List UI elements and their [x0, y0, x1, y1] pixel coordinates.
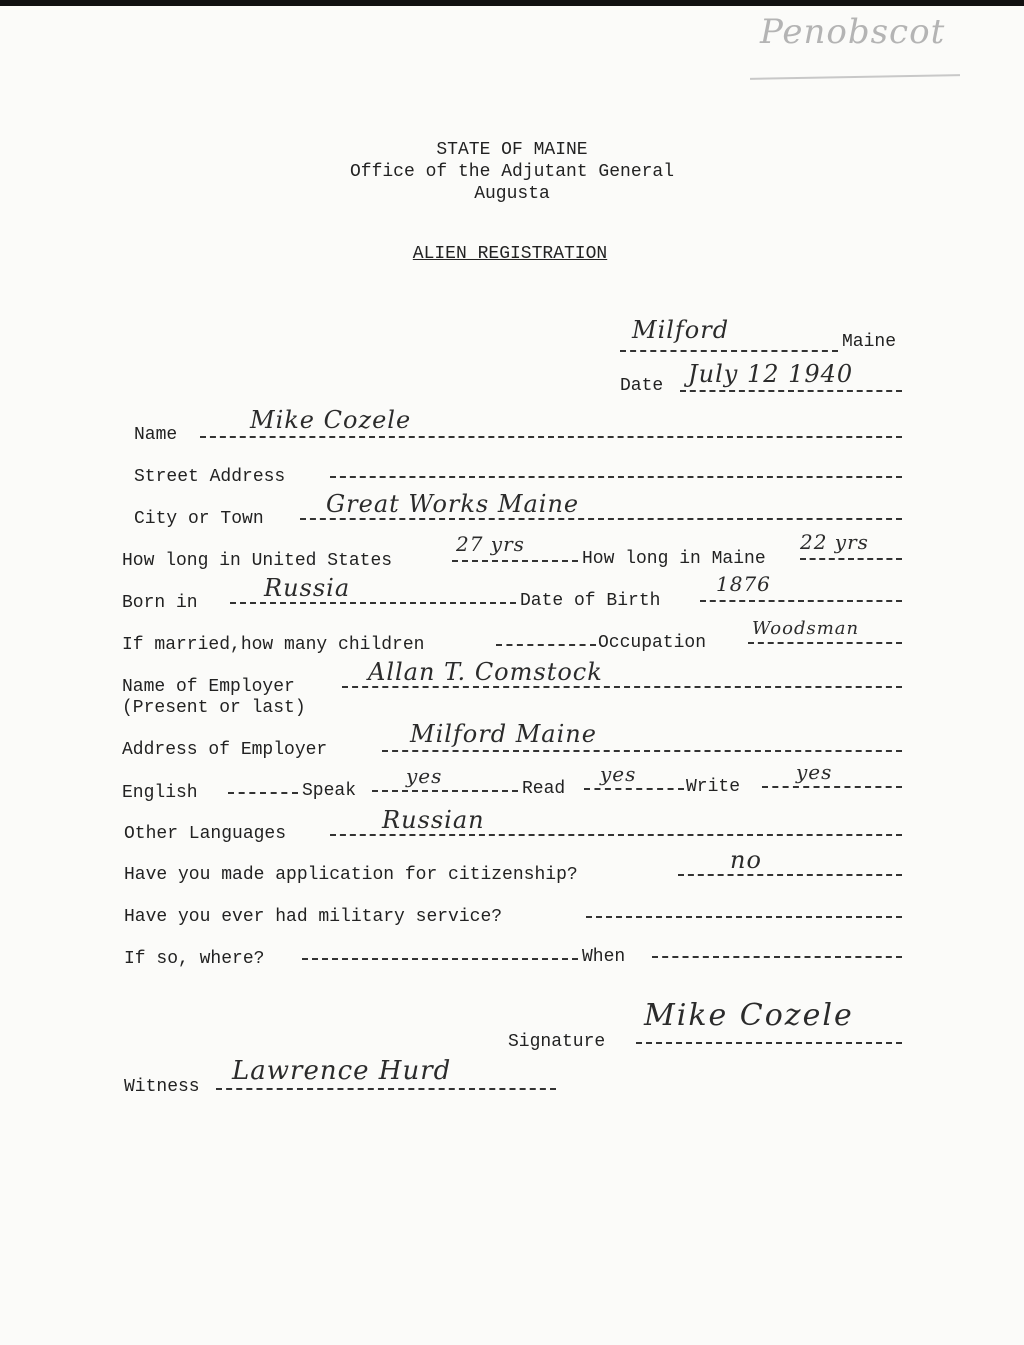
when-label: When: [582, 947, 626, 967]
how-long-us-value: 27 yrs: [456, 532, 525, 556]
name-line: [200, 436, 902, 438]
other-languages-line: [330, 834, 902, 836]
name-value: Mike Cozele: [250, 406, 412, 434]
english-label: English: [122, 783, 198, 803]
header-state: STATE OF MAINE: [436, 140, 588, 160]
born-in-label: Born in: [122, 593, 198, 613]
citizenship-label: Have you made application for citizenship?: [124, 865, 578, 885]
signature-label: Signature: [508, 1032, 606, 1052]
employer-address-line: [382, 750, 902, 752]
when-line: [652, 956, 902, 958]
street-label: Street Address: [134, 467, 286, 487]
street-line: [330, 476, 902, 478]
date-label: Date: [620, 376, 664, 396]
city-label: City or Town: [134, 509, 264, 529]
write-value: yes: [796, 760, 833, 784]
occupation-line: [748, 642, 902, 644]
signature-line: [636, 1042, 902, 1044]
employer-address-value: Milford Maine: [410, 720, 597, 748]
citizenship-value: no: [730, 846, 762, 874]
scan-edge: [0, 0, 1024, 6]
corner-note-penobscot: Penobscot: [760, 12, 946, 52]
employer-label: Name of Employer: [122, 677, 295, 697]
if-so-where-line: [302, 958, 578, 960]
speak-label: Speak: [302, 781, 357, 801]
signature-value: Mike Cozele: [644, 998, 854, 1033]
if-so-where-label: If so, where?: [124, 949, 265, 969]
city-value: Great Works Maine: [326, 490, 580, 518]
witness-value: Lawrence Hurd: [232, 1056, 452, 1086]
how-long-maine-value: 22 yrs: [800, 530, 869, 554]
citizenship-line: [678, 874, 902, 876]
occupation-label: Occupation: [598, 633, 707, 653]
form-title: ALIEN REGISTRATION: [412, 244, 608, 264]
place-value: Milford: [632, 316, 730, 344]
married-line: [496, 644, 596, 646]
other-languages-label: Other Languages: [124, 824, 287, 844]
name-label: Name: [134, 425, 178, 445]
date-value: July 12 1940: [688, 360, 854, 388]
how-long-maine-line: [800, 558, 902, 560]
corner-underline: [750, 74, 960, 80]
date-of-birth-line: [700, 600, 902, 602]
employer-line: [342, 686, 902, 688]
write-label: Write: [686, 777, 741, 797]
witness-line: [216, 1088, 556, 1090]
header-office: Office of the Adjutant General: [349, 162, 675, 182]
date-of-birth-value: 1876: [716, 572, 771, 596]
employer-value: Allan T. Comstock: [368, 658, 603, 686]
speak-line: [372, 790, 518, 792]
occupation-value: Woodsman: [752, 618, 860, 639]
how-long-us-line: [452, 560, 578, 562]
read-value: yes: [600, 762, 637, 786]
how-long-us-label: How long in United States: [122, 551, 393, 571]
header-city: Augusta: [474, 184, 550, 204]
read-label: Read: [522, 779, 566, 799]
employer-address-label: Address of Employer: [122, 740, 328, 760]
military-line: [586, 916, 902, 918]
military-label: Have you ever had military service?: [124, 907, 503, 927]
other-languages-value: Russian: [382, 806, 485, 834]
date-of-birth-label: Date of Birth: [520, 591, 661, 611]
date-line: [680, 390, 902, 392]
write-line: [762, 786, 902, 788]
witness-label: Witness: [124, 1077, 200, 1097]
city-line: [300, 518, 902, 520]
place-line: [620, 350, 838, 352]
born-in-line: [230, 602, 516, 604]
how-long-maine-label: How long in Maine: [582, 549, 766, 569]
place-label-maine: Maine: [842, 332, 897, 352]
married-label: If married,how many children: [122, 635, 425, 655]
read-line: [584, 788, 684, 790]
speak-value: yes: [406, 764, 443, 788]
born-in-value: Russia: [264, 574, 351, 602]
english-line: [228, 792, 298, 794]
employer-note: (Present or last): [122, 698, 306, 718]
